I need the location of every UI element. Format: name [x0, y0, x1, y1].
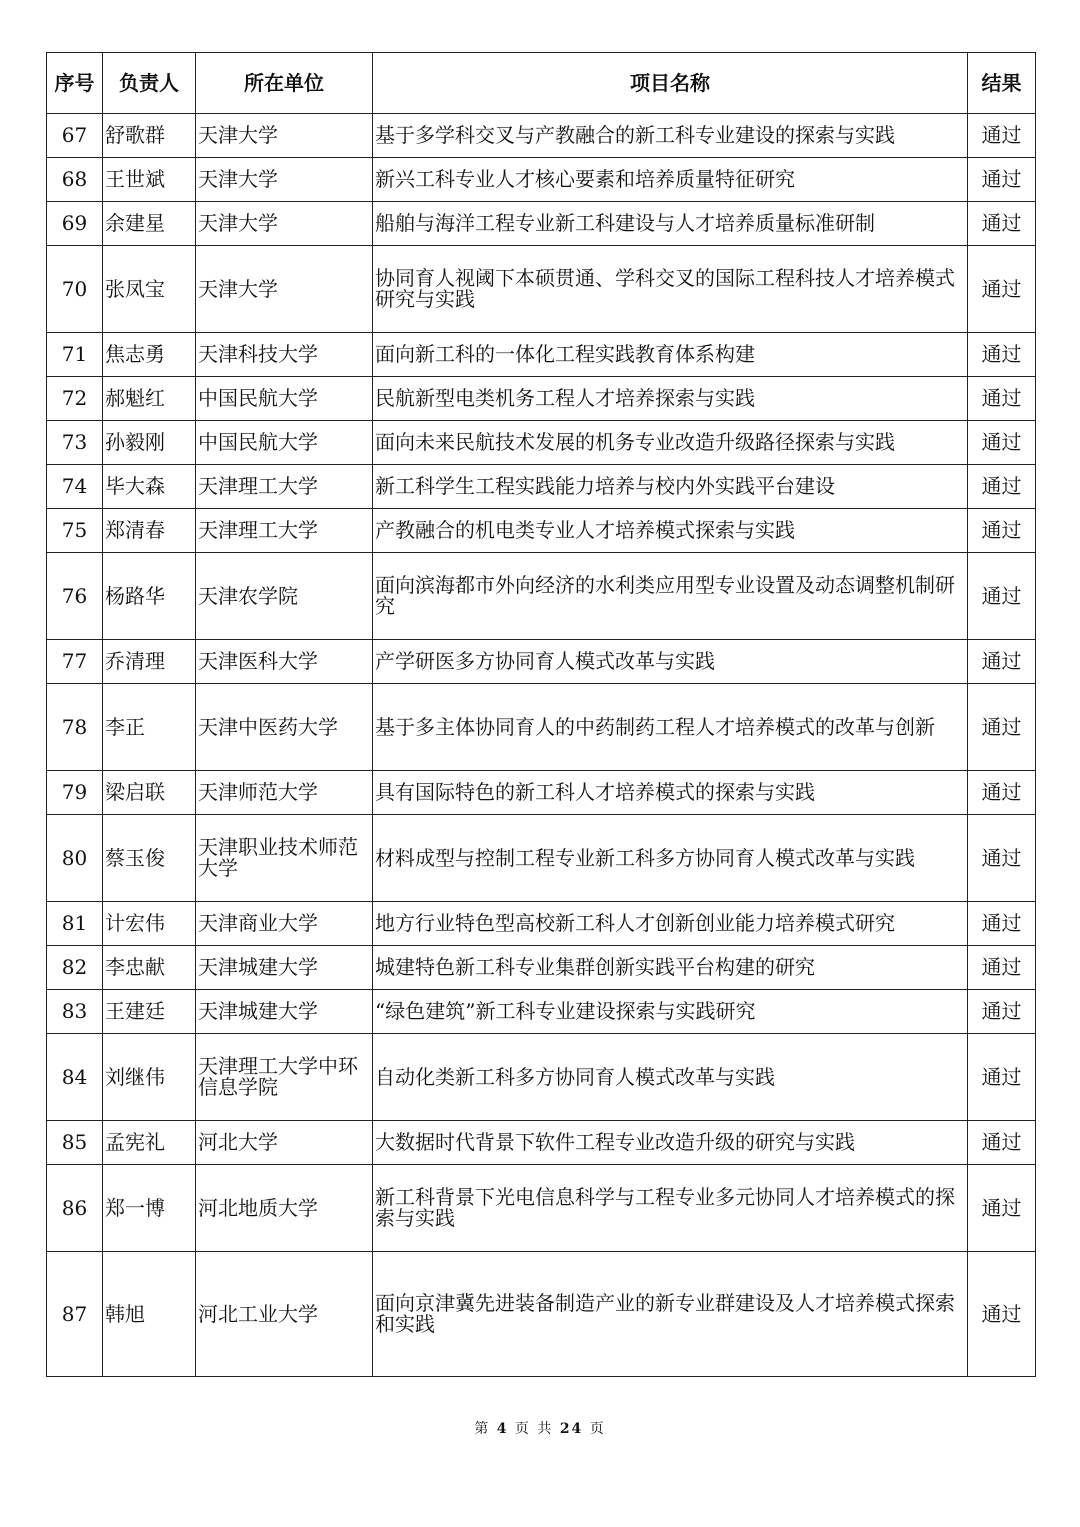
row-person: 王世斌 [103, 158, 196, 202]
row-number: 67 [47, 114, 103, 158]
row-unit: 天津理工大学中环信息学院 [196, 1034, 373, 1121]
row-person: 孙毅刚 [103, 421, 196, 465]
row-unit: 天津职业技术师范大学 [196, 815, 373, 902]
row-project: “绿色建筑”新工科专业建设探索与实践研究 [373, 990, 968, 1034]
row-number: 85 [47, 1121, 103, 1165]
table-row [47, 377, 1036, 421]
table-row [47, 158, 1036, 202]
row-unit: 河北地质大学 [196, 1165, 373, 1252]
row-number: 71 [47, 333, 103, 377]
row-result: 通过 [968, 509, 1036, 553]
header-project: 项目名称 [373, 53, 968, 114]
row-result: 通过 [968, 465, 1036, 509]
row-person: 乔清理 [103, 640, 196, 684]
table-row [47, 640, 1036, 684]
row-result: 通过 [968, 684, 1036, 771]
row-result: 通过 [968, 990, 1036, 1034]
row-person: 刘继伟 [103, 1034, 196, 1121]
row-result: 通过 [968, 771, 1036, 815]
row-number: 86 [47, 1165, 103, 1252]
row-result: 通过 [968, 1252, 1036, 1377]
row-project: 面向新工科的一体化工程实践教育体系构建 [373, 333, 968, 377]
row-project: 新工科背景下光电信息科学与工程专业多元协同人才培养模式的探索与实践 [373, 1165, 968, 1252]
row-unit: 天津商业大学 [196, 902, 373, 946]
row-number: 78 [47, 684, 103, 771]
row-number: 79 [47, 771, 103, 815]
row-project: 新工科学生工程实践能力培养与校内外实践平台建设 [373, 465, 968, 509]
table-row [47, 771, 1036, 815]
row-unit: 天津理工大学 [196, 465, 373, 509]
row-project: 材料成型与控制工程专业新工科多方协同育人模式改革与实践 [373, 815, 968, 902]
row-project: 产学研医多方协同育人模式改革与实践 [373, 640, 968, 684]
row-number: 84 [47, 1034, 103, 1121]
row-result: 通过 [968, 333, 1036, 377]
footer-prefix: 第 [474, 1421, 491, 1437]
table-row [47, 1165, 1036, 1252]
row-project: 产教融合的机电类专业人才培养模式探索与实践 [373, 509, 968, 553]
row-number: 72 [47, 377, 103, 421]
row-number: 75 [47, 509, 103, 553]
project-results-table [46, 52, 1036, 1377]
row-person: 焦志勇 [103, 333, 196, 377]
row-result: 通过 [968, 114, 1036, 158]
header-unit: 所在单位 [196, 53, 373, 114]
row-result: 通过 [968, 377, 1036, 421]
row-result: 通过 [968, 553, 1036, 640]
row-result: 通过 [968, 1121, 1036, 1165]
page-footer [0, 1418, 1080, 1438]
table-header-row [47, 53, 1036, 114]
row-project: 城建特色新工科专业集群创新实践平台构建的研究 [373, 946, 968, 990]
footer-total-pages: 24 [559, 1421, 584, 1437]
row-number: 77 [47, 640, 103, 684]
row-unit: 中国民航大学 [196, 421, 373, 465]
row-person: 王建廷 [103, 990, 196, 1034]
row-person: 毕大森 [103, 465, 196, 509]
row-person: 蔡玉俊 [103, 815, 196, 902]
header-no: 序号 [47, 53, 103, 114]
row-person: 韩旭 [103, 1252, 196, 1377]
row-project: 面向未来民航技术发展的机务专业改造升级路径探索与实践 [373, 421, 968, 465]
row-project: 新兴工科专业人才核心要素和培养质量特征研究 [373, 158, 968, 202]
row-project: 基于多学科交叉与产教融合的新工科专业建设的探索与实践 [373, 114, 968, 158]
row-result: 通过 [968, 815, 1036, 902]
row-project: 民航新型电类机务工程人才培养探索与实践 [373, 377, 968, 421]
row-person: 郝魁红 [103, 377, 196, 421]
row-result: 通过 [968, 1034, 1036, 1121]
table-body [47, 114, 1036, 1377]
table-row [47, 465, 1036, 509]
row-number: 68 [47, 158, 103, 202]
row-unit: 天津城建大学 [196, 990, 373, 1034]
row-person: 孟宪礼 [103, 1121, 196, 1165]
table-row [47, 114, 1036, 158]
row-unit: 河北工业大学 [196, 1252, 373, 1377]
row-person: 梁启联 [103, 771, 196, 815]
row-result: 通过 [968, 202, 1036, 246]
row-project: 面向滨海都市外向经济的水利类应用型专业设置及动态调整机制研究 [373, 553, 968, 640]
row-number: 70 [47, 246, 103, 333]
row-unit: 天津大学 [196, 114, 373, 158]
row-number: 80 [47, 815, 103, 902]
footer-suffix: 页 [589, 1421, 606, 1437]
row-unit: 天津中医药大学 [196, 684, 373, 771]
table-row [47, 1121, 1036, 1165]
row-result: 通过 [968, 902, 1036, 946]
row-unit: 天津师范大学 [196, 771, 373, 815]
row-unit: 天津大学 [196, 158, 373, 202]
header-result: 结果 [968, 53, 1036, 114]
row-unit: 天津农学院 [196, 553, 373, 640]
table-row [47, 333, 1036, 377]
row-number: 69 [47, 202, 103, 246]
table-row [47, 421, 1036, 465]
row-unit: 天津科技大学 [196, 333, 373, 377]
row-project: 船舶与海洋工程专业新工科建设与人才培养质量标准研制 [373, 202, 968, 246]
row-number: 76 [47, 553, 103, 640]
row-person: 李忠献 [103, 946, 196, 990]
row-number: 82 [47, 946, 103, 990]
row-project: 地方行业特色型高校新工科人才创新创业能力培养模式研究 [373, 902, 968, 946]
table-row [47, 246, 1036, 333]
row-result: 通过 [968, 640, 1036, 684]
table-row [47, 902, 1036, 946]
table-row [47, 990, 1036, 1034]
row-unit: 天津理工大学 [196, 509, 373, 553]
row-project: 面向京津冀先进装备制造产业的新专业群建设及人才培养模式探索和实践 [373, 1252, 968, 1377]
row-number: 87 [47, 1252, 103, 1377]
table-row [47, 946, 1036, 990]
row-unit: 中国民航大学 [196, 377, 373, 421]
table-row [47, 815, 1036, 902]
row-project: 具有国际特色的新工科人才培养模式的探索与实践 [373, 771, 968, 815]
row-person: 郑清春 [103, 509, 196, 553]
row-unit: 天津城建大学 [196, 946, 373, 990]
row-project: 大数据时代背景下软件工程专业改造升级的研究与实践 [373, 1121, 968, 1165]
footer-middle: 页 共 [514, 1421, 554, 1437]
row-unit: 天津大学 [196, 202, 373, 246]
row-result: 通过 [968, 421, 1036, 465]
row-result: 通过 [968, 246, 1036, 333]
row-project: 协同育人视阈下本硕贯通、学科交叉的国际工程科技人才培养模式研究与实践 [373, 246, 968, 333]
row-person: 李正 [103, 684, 196, 771]
table-row [47, 1252, 1036, 1377]
row-person: 余建星 [103, 202, 196, 246]
footer-current-page: 4 [496, 1421, 509, 1437]
row-result: 通过 [968, 946, 1036, 990]
row-number: 73 [47, 421, 103, 465]
row-unit: 河北大学 [196, 1121, 373, 1165]
row-result: 通过 [968, 1165, 1036, 1252]
row-unit: 天津大学 [196, 246, 373, 333]
row-number: 74 [47, 465, 103, 509]
table-row [47, 509, 1036, 553]
table-row [47, 202, 1036, 246]
row-result: 通过 [968, 158, 1036, 202]
row-person: 张凤宝 [103, 246, 196, 333]
row-person: 杨路华 [103, 553, 196, 640]
header-person: 负责人 [103, 53, 196, 114]
row-person: 郑一博 [103, 1165, 196, 1252]
row-number: 83 [47, 990, 103, 1034]
row-unit: 天津医科大学 [196, 640, 373, 684]
table-row [47, 553, 1036, 640]
row-person: 计宏伟 [103, 902, 196, 946]
row-number: 81 [47, 902, 103, 946]
table-row [47, 684, 1036, 771]
table-row [47, 1034, 1036, 1121]
row-project: 自动化类新工科多方协同育人模式改革与实践 [373, 1034, 968, 1121]
row-project: 基于多主体协同育人的中药制药工程人才培养模式的改革与创新 [373, 684, 968, 771]
row-person: 舒歌群 [103, 114, 196, 158]
